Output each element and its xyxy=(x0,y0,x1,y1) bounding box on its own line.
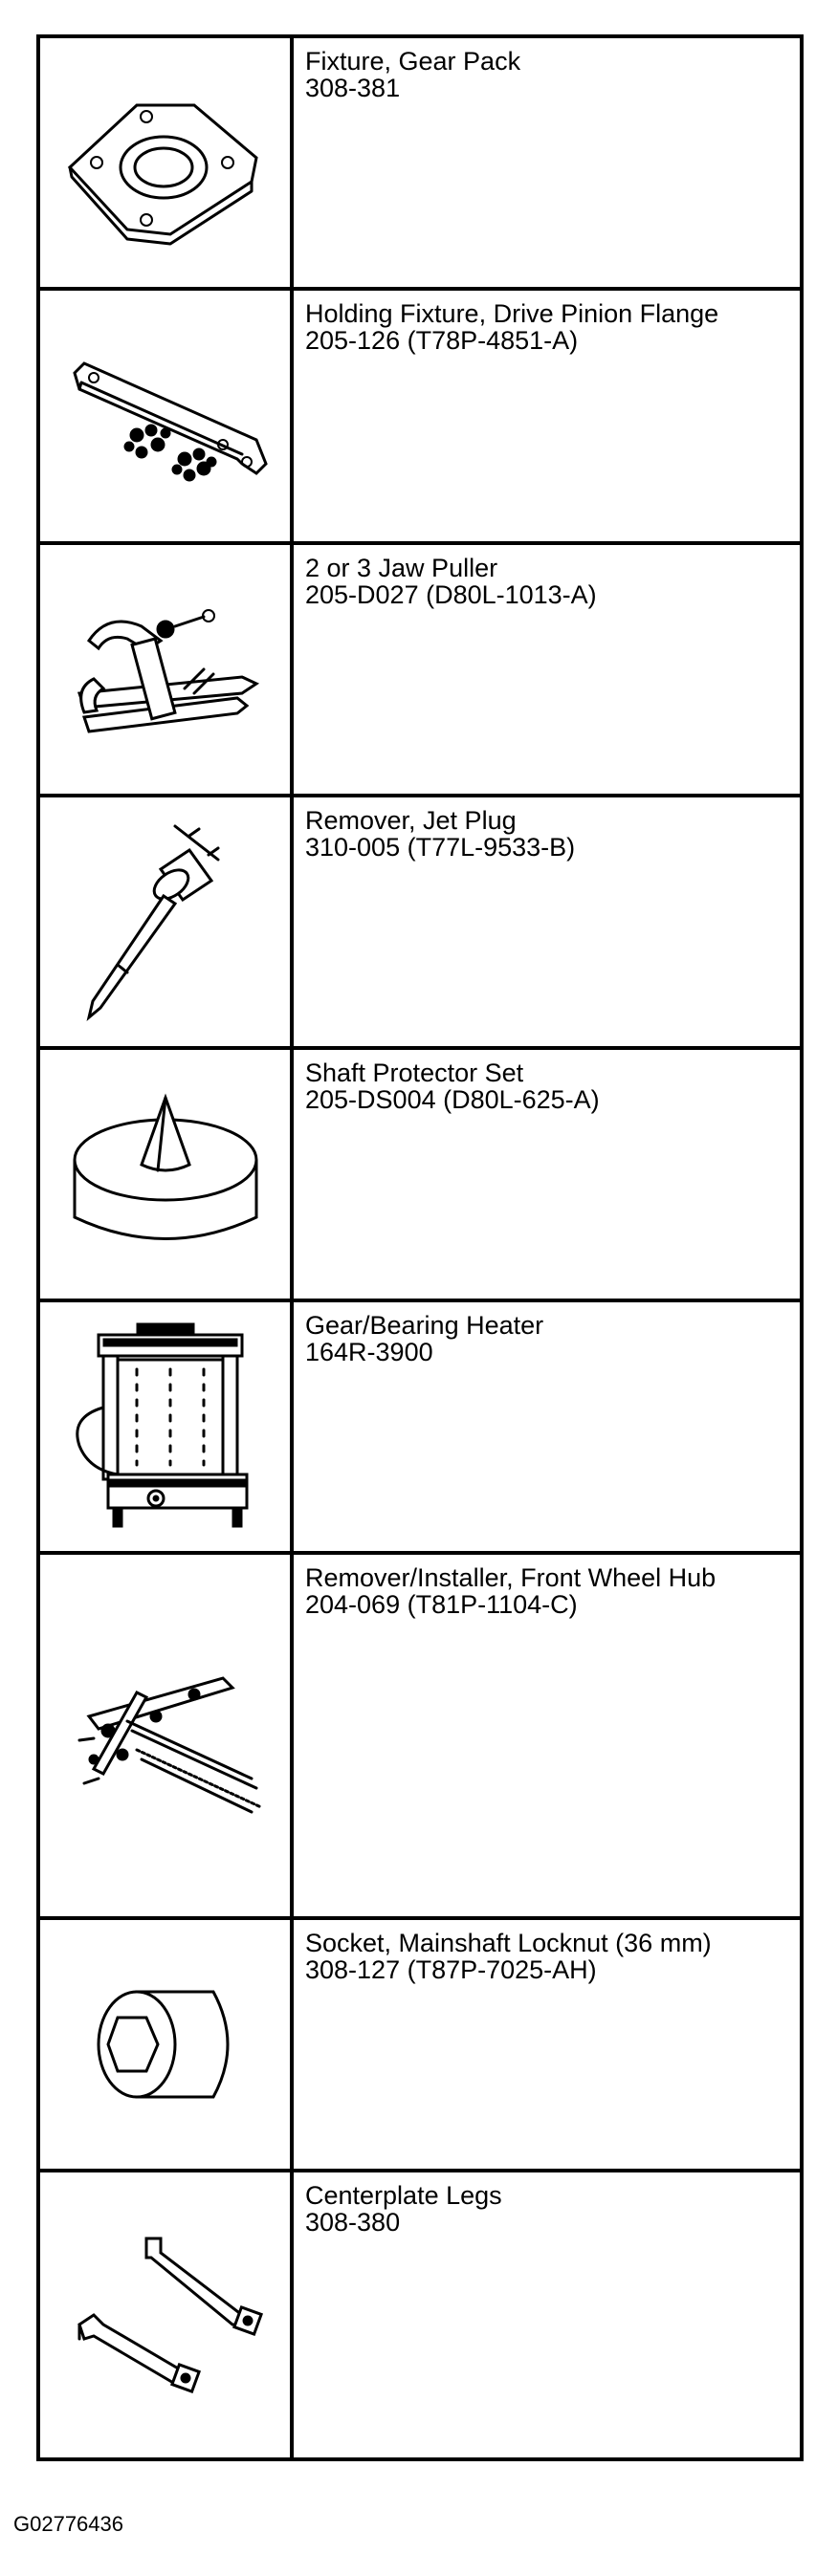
tool-number: 308-127 (T87P-7025-AH) xyxy=(305,1955,597,1984)
jaw-puller-icon xyxy=(51,574,280,765)
tool-description-cell xyxy=(294,38,800,287)
tool-description-cell xyxy=(294,2172,800,2457)
drive-pinion-flange-holding-fixture-icon xyxy=(51,320,280,512)
tool-row-jet-plug-remover xyxy=(40,797,800,1050)
tool-name: Remover/Installer, Front Wheel Hub xyxy=(305,1563,717,1592)
tool-description-cell xyxy=(294,1920,800,2169)
tool-row-jaw-puller xyxy=(40,545,800,797)
shaft-protector-icon xyxy=(51,1069,280,1279)
figure-id: G02776436 xyxy=(13,2512,123,2536)
tool-description-cell xyxy=(294,1050,800,1299)
bearing-heater-icon xyxy=(51,1312,280,1541)
tool-name: 2 or 3 Jaw Puller xyxy=(305,554,498,582)
tool-illustration-cell xyxy=(40,545,294,794)
tool-row-gear-pack-fixture xyxy=(40,38,800,291)
tool-row-shaft-protector xyxy=(40,1050,800,1302)
tool-name: Socket, Mainshaft Locknut (36 mm) xyxy=(305,1929,712,1957)
tool-name: Centerplate Legs xyxy=(305,2181,502,2210)
tool-number: 308-381 xyxy=(305,74,401,102)
gear-pack-fixture-icon xyxy=(51,67,280,258)
tool-name: Fixture, Gear Pack xyxy=(305,47,521,76)
tool-row-drive-pinion-holding-fixture xyxy=(40,291,800,545)
tool-number: 205-D027 (D80L-1013-A) xyxy=(305,580,597,609)
tool-description-cell xyxy=(294,545,800,794)
tool-illustration-cell xyxy=(40,1302,294,1551)
special-tools-table xyxy=(36,34,804,2461)
tool-row-bearing-heater xyxy=(40,1302,800,1555)
tool-description-cell xyxy=(294,797,800,1046)
centerplate-legs-icon xyxy=(51,2219,280,2411)
jet-plug-remover-icon xyxy=(51,812,280,1032)
wheel-hub-remover-installer-icon xyxy=(51,1626,280,1845)
tool-number: 204-069 (T81P-1104-C) xyxy=(305,1590,578,1619)
tool-number: 308-380 xyxy=(305,2208,401,2237)
tool-illustration-cell xyxy=(40,291,294,541)
tool-description-cell xyxy=(294,291,800,541)
tool-number: 310-005 (T77L-9533-B) xyxy=(305,833,576,862)
tool-row-wheel-hub-remover-installer xyxy=(40,1555,800,1920)
tool-row-mainshaft-locknut-socket xyxy=(40,1920,800,2172)
tool-description-cell xyxy=(294,1555,800,1916)
tool-number: 205-126 (T78P-4851-A) xyxy=(305,326,579,355)
tool-description-cell xyxy=(294,1302,800,1551)
tool-illustration-cell xyxy=(40,1920,294,2169)
tool-illustration-cell xyxy=(40,2172,294,2457)
tool-name: Remover, Jet Plug xyxy=(305,806,517,835)
tool-illustration-cell xyxy=(40,1555,294,1916)
tool-illustration-cell xyxy=(40,1050,294,1299)
tool-illustration-cell xyxy=(40,797,294,1046)
tool-illustration-cell xyxy=(40,38,294,287)
tool-row-centerplate-legs xyxy=(40,2172,800,2457)
tool-name: Gear/Bearing Heater xyxy=(305,1311,544,1340)
tool-number: 164R-3900 xyxy=(305,1338,433,1366)
tool-number: 205-DS004 (D80L-625-A) xyxy=(305,1085,600,1114)
mainshaft-locknut-socket-icon xyxy=(51,1949,280,2140)
tool-name: Holding Fixture, Drive Pinion Flange xyxy=(305,299,719,328)
tool-name: Shaft Protector Set xyxy=(305,1059,524,1087)
